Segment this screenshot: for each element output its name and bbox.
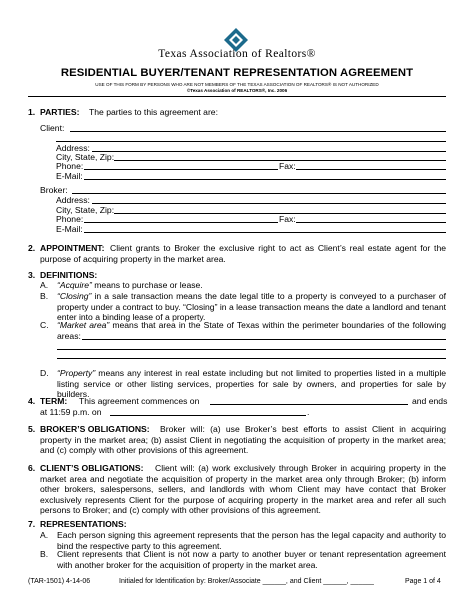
broker-phone-label: Phone:: [56, 214, 84, 224]
section-5-text-body: Broker will: (a) use Broker’s best efforts to assist Client in acquiring property in the market area; (b) assist Client in negotiating the acquisition of property in the market area; and (c) comply with other provisions of this agreement.: [40, 424, 446, 456]
section-5-heading: BROKER’S OBLIGATIONS:: [40, 424, 150, 434]
definition-a: [57, 280, 446, 291]
section-6-number: 6.: [28, 463, 36, 473]
initials-line[interactable]: Initialed for Identification by: Broker/Associate ______, and Client ______, ______: [119, 578, 374, 585]
form-id: (TAR-1501) 4-14-06: [28, 578, 91, 585]
client-phone-field[interactable]: [84, 169, 278, 170]
section-2-text-body: Client grants to Broker the exclusive right to act as Client’s real estate agent for the purpose of acquiring property in the market area.: [40, 243, 446, 264]
broker-phone-field[interactable]: [84, 222, 278, 223]
term-end-date-field[interactable]: [110, 415, 306, 416]
client-name-field-2[interactable]: [56, 141, 446, 142]
definition-a-text: means to purchase or lease.: [94, 280, 203, 290]
broker-email-field[interactable]: [84, 232, 446, 233]
section-1-text: The parties to this agreement are:: [89, 107, 218, 117]
definition-c: [57, 320, 446, 341]
market-area-field-2[interactable]: [57, 349, 446, 350]
representation-b-text: Client represents that Client is not now a party to another buyer or tenant representation agreement with another broker for the acquisition of property in the market area.: [57, 549, 446, 570]
section-1-heading: PARTIES:: [40, 107, 80, 117]
form-title: RESIDENTIAL BUYER/TENANT REPRESENTATION AGREEMENT: [60, 67, 414, 79]
section-3-number: 3.: [28, 270, 36, 280]
section-7-number: 7.: [28, 519, 36, 529]
client-phone-label: Phone:: [56, 161, 84, 171]
section-3-heading: DEFINITIONS:: [40, 270, 98, 280]
definition-b-term: “Closing”: [57, 291, 92, 301]
term-start-date-field[interactable]: [210, 404, 408, 405]
term-text-2: and ends: [412, 396, 448, 406]
client-fax-label: Fax:: [279, 161, 296, 171]
client-city-label: City, State, Zip:: [56, 152, 115, 162]
copyright-notice: ©Texas Association of REALTORS®, Inc. 2006: [186, 88, 288, 93]
section-1-number: 1.: [28, 107, 36, 117]
definition-c-letter: C.: [40, 320, 49, 330]
client-address-label: Address:: [56, 143, 90, 153]
broker-fax-label: Fax:: [279, 214, 296, 224]
client-label: Client:: [40, 123, 65, 133]
definition-d-text: means any interest in real estate including but not limited to properties listed in a multiple listing service or other listing services, properties for sale by owners, and properties for sale by builders.: [57, 368, 447, 400]
organization-name: Texas Association of Realtors®: [158, 48, 316, 60]
broker-fax-field[interactable]: [296, 222, 446, 223]
broker-address-field[interactable]: [92, 203, 446, 204]
representation-a-text: Each person signing this agreement represents that the person has the legal capacity and authority to bind the respective party to this agreement.: [57, 530, 446, 551]
usage-notice: USE OF THIS FORM BY PERSONS WHO ARE NOT MEMBERS OF THE TEXAS ASSOCIATION OF REALTORS® IS NOT AUTHORIZED: [95, 82, 379, 87]
representation-a-letter: A.: [40, 530, 49, 540]
definition-b-text: in a sale transaction means the date legal title to a property is conveyed to a purchaser of property under a contract to buy. “Closing” in a lease transaction means the date a landlord and tenant enter into a binding lease of a property.: [57, 291, 446, 323]
broker-label: Broker:: [40, 185, 68, 195]
representation-b-letter: B.: [40, 549, 49, 559]
section-6-heading: CLIENT’S OBLIGATIONS:: [40, 463, 144, 473]
section-6-text-body: Client will: (a) work exclusively through Broker in acquiring property in the market area and negotiate the acquisition of property in the market area only through Broker; (b) inform other brokers, salespersons, sellers, and landlords with whom Client may have contact that Broker exclusively represents Client for the purpose of acquiring property in the market area and refer all such persons to Broker; and (c) comply with other provisions of this agreement.: [40, 463, 446, 516]
term-text-3: at 11:59 p.m. on: [40, 407, 102, 417]
market-area-field-1[interactable]: [82, 339, 446, 340]
definition-d-letter: D.: [40, 368, 49, 378]
section-4-number: 4.: [28, 396, 36, 406]
section-2-heading: APPOINTMENT:: [40, 243, 105, 253]
page-number: Page 1 of 4: [405, 578, 441, 585]
header-divider: [28, 96, 446, 97]
broker-name-field[interactable]: [72, 193, 446, 194]
client-fax-field[interactable]: [296, 169, 446, 170]
client-address-field[interactable]: [92, 151, 446, 152]
client-name-field[interactable]: [70, 131, 446, 132]
term-period: .: [307, 407, 310, 417]
broker-address-label: Address:: [56, 195, 90, 205]
section-2-number: 2.: [28, 243, 36, 253]
market-area-field-3[interactable]: [57, 358, 446, 359]
definition-b-letter: B.: [40, 291, 49, 301]
section-4-heading: TERM:: [40, 396, 68, 406]
definition-d: [57, 368, 446, 400]
definition-a-letter: A.: [40, 280, 49, 290]
definition-b: [57, 291, 446, 323]
definition-c-term: “Market area”: [57, 320, 110, 330]
section-5-number: 5.: [28, 424, 36, 434]
client-email-field[interactable]: [84, 179, 446, 180]
definition-a-term: “Acquire”: [57, 280, 92, 290]
definition-c-text: means that area in the State of Texas within the perimeter boundaries of the following areas:: [57, 320, 447, 341]
broker-email-label: E-Mail:: [56, 224, 83, 234]
broker-city-label: City, State, Zip:: [56, 205, 115, 215]
client-email-label: E-Mail:: [56, 171, 83, 181]
term-text-1: This agreement commences on: [79, 396, 200, 406]
definition-d-term: “Property”: [57, 368, 96, 378]
section-7-heading: REPRESENTATIONS:: [40, 519, 127, 529]
